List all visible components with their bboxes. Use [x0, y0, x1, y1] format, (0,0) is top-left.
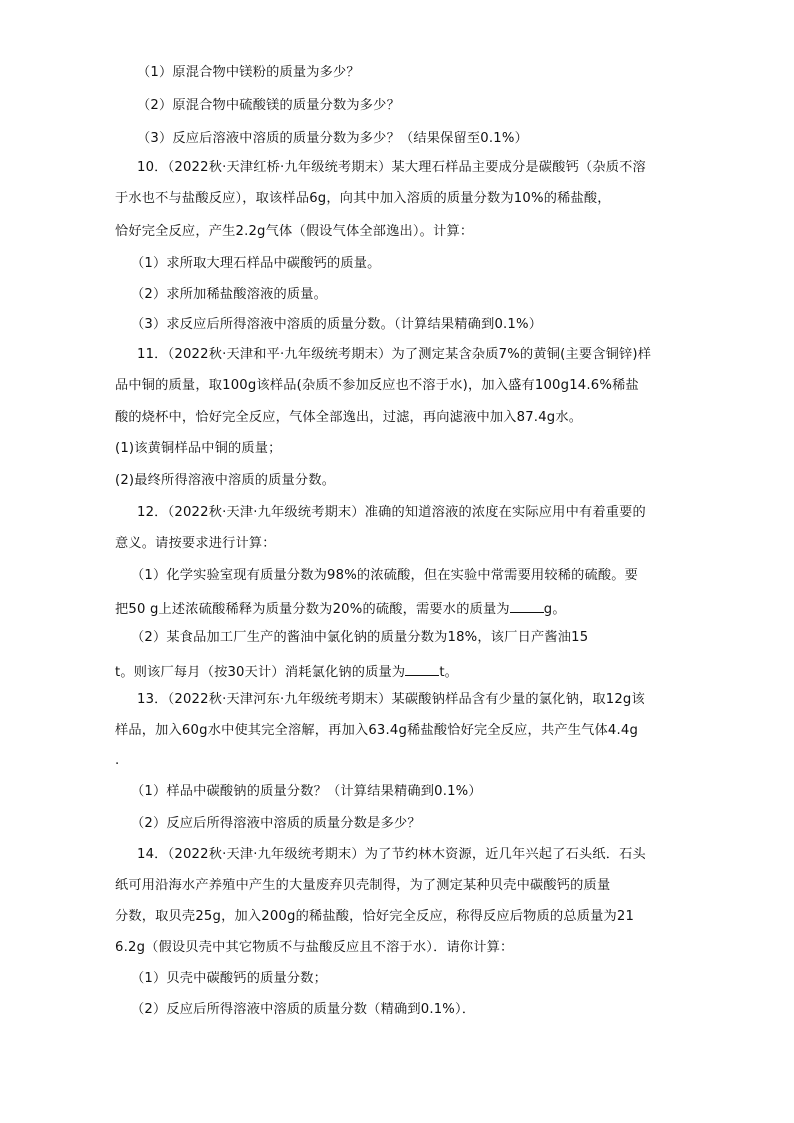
answer-blank [405, 661, 439, 676]
question-11-stem-line-1: 11．（2022秋·天津和平·九年级统考期末）为了测定某含杂质7%的黄铜(主要含铜锌)样 [137, 347, 652, 362]
question-12-part-2-line-1: （2）某食品加工厂生产的酱油中氯化钠的质量分数为18%，该厂日产酱油15 [131, 630, 589, 645]
question-11-part-1: (1)该黄铜样品中铜的质量； [115, 441, 282, 456]
question-9-part-1: （1）原混合物中镁粉的质量为多少？ [137, 65, 360, 80]
question-14-part-1: （1）贝壳中碳酸钙的质量分数； [131, 971, 328, 986]
question-14-stem-line-1: 14．（2022秋·天津·九年级统考期末）为了节约林木资源，近几年兴起了石头纸．石头 [137, 847, 646, 862]
question-13-part-1: （1）样品中碳酸钠的质量分数？（计算结果精确到0.1%） [131, 784, 482, 799]
question-13-stem-line-1: 13．（2022秋·天津河东·九年级统考期末）某碳酸钠样品含有少量的氯化钠，取12g该 [137, 692, 645, 707]
question-12-part-1-unit: g。 [543, 602, 566, 617]
question-14-stem-line-2: 纸可用沿海水产养殖中产生的大量废弃贝壳制得，为了测定某种贝壳中碳酸钙的质量 [115, 878, 611, 893]
question-9-part-3: （3）反应后溶液中溶质的质量分数为多少？（结果保留至0.1%） [137, 131, 528, 146]
question-12-part-1-line-2 [115, 598, 566, 619]
question-10-part-3: （3）求反应后所得溶液中溶质的质量分数。（计算结果精确到0.1%） [131, 317, 543, 332]
question-12-part-1-text: 把50 g上述浓硫酸稀释为质量分数为20%的硫酸，需要水的质量为 [115, 602, 510, 617]
question-12-stem-line-1: 12．（2022秋·天津·九年级统考期末）准确的知道溶液的浓度在实际应用中有着重要的 [137, 505, 646, 520]
question-14-part-2: （2）反应后所得溶液中溶质的质量分数（精确到0.1%）． [131, 1002, 476, 1017]
question-12-part-2-unit: t。 [439, 665, 459, 680]
question-13-stem-line-2: 样品，加入60g水中使其完全溶解，再加入63.4g稀盐酸恰好完全反应，共产生气体4.4g [115, 723, 639, 738]
question-10-part-1: （1）求所取大理石样品中碳酸钙的质量。 [131, 256, 381, 271]
question-10-part-2: （2）求所加稀盐酸溶液的质量。 [131, 287, 328, 302]
question-12-part-2-line-2 [115, 661, 458, 682]
question-10-stem-line-1: 10．（2022秋·天津红桥·九年级统考期末）某大理石样品主要成分是碳酸钙（杂质不溶 [137, 160, 646, 175]
question-14-stem-line-3: 分数，取贝壳25g，加入200g的稀盐酸，恰好完全反应，称得反应后物质的总质量为21 [115, 909, 635, 924]
question-14-stem-line-4: 6.2g（假设贝壳中其它物质不与盐酸反应且不溶于水）．请你计算： [115, 940, 514, 955]
question-9-part-2: （2）原混合物中硫酸镁的质量分数为多少？ [137, 98, 400, 113]
question-12-stem-line-2: 意义。请按要求进行计算： [115, 536, 276, 551]
answer-blank [510, 598, 544, 613]
question-10-stem-line-2: 于水也不与盐酸反应），取该样品6g，向其中加入溶质的质量分数为10%的稀盐酸， [115, 191, 611, 206]
question-11-stem-line-2: 品中铜的质量，取100g该样品(杂质不参加反应也不溶于水)，加入盛有100g14.6%稀盐 [115, 378, 639, 393]
question-12-part-1-line-1: （1）化学实验室现有质量分数为98%的浓硫酸，但在实验中常需要用较稀的硫酸。要 [131, 568, 639, 583]
question-11-stem-line-3: 酸的烧杯中，恰好完全反应，气体全部逸出，过滤，再向滤液中加入87.4g水。 [115, 410, 583, 425]
question-10-stem-line-3: 恰好完全反应，产生2.2g气体（假设气体全部逸出）。计算： [115, 224, 474, 239]
question-13-part-2: （2）反应后所得溶液中溶质的质量分数是多少？ [131, 816, 421, 831]
question-12-part-2-text: t。则该厂每月（按30天计）消耗氯化钠的质量为 [115, 665, 406, 680]
question-11-part-2: (2)最终所得溶液中溶质的质量分数。 [115, 473, 336, 488]
question-13-stem-line-3: . [115, 753, 120, 768]
